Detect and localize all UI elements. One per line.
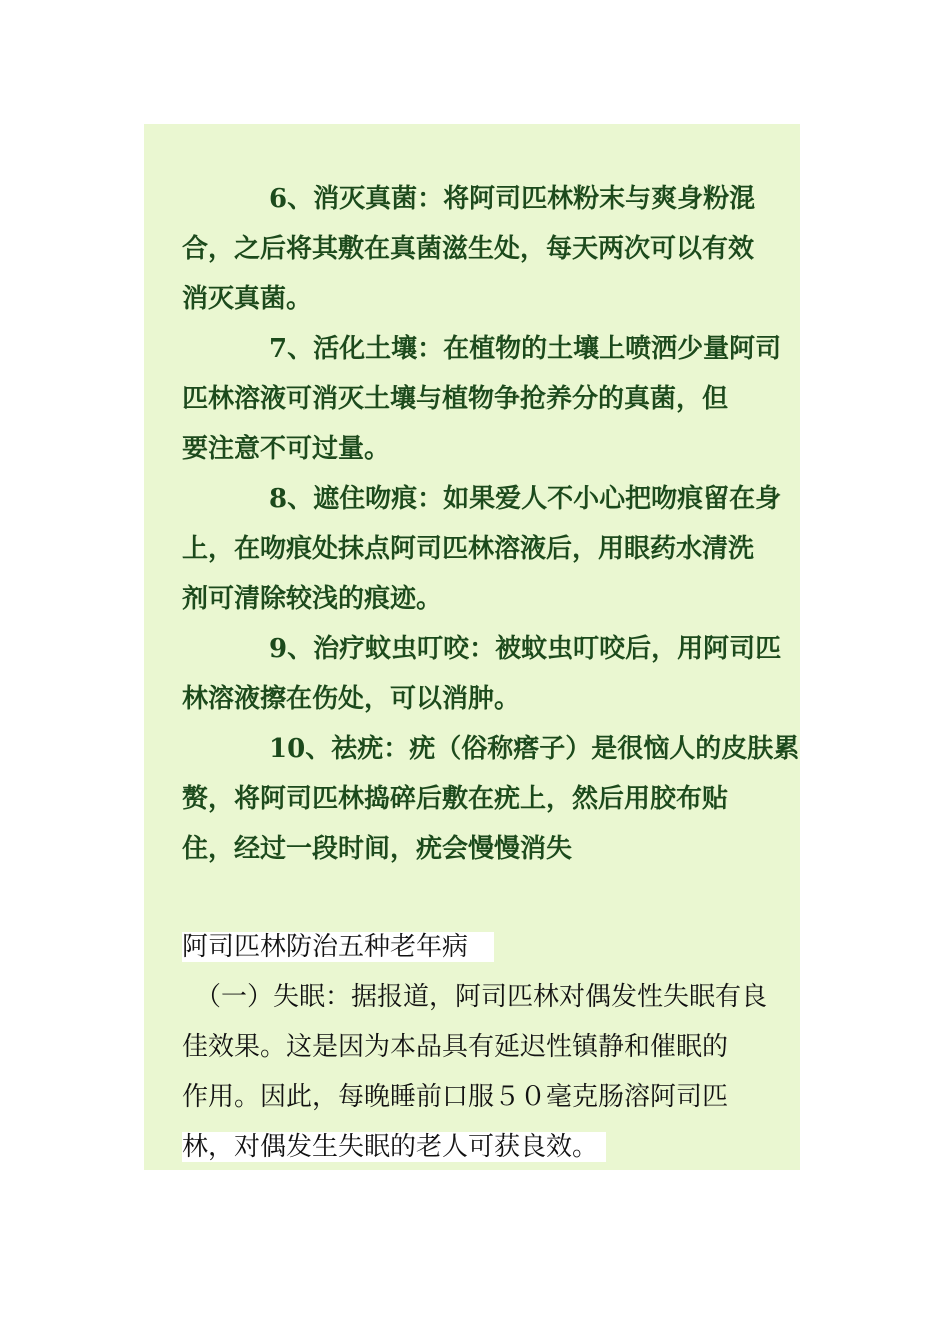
section-body [182,972,802,1172]
item-line: 剂可清除较浅的痕迹。 [182,584,443,614]
item-6 [182,174,802,324]
item-9 [182,624,802,724]
body-line-last [182,1122,802,1172]
item-line: 6、消灭真菌：将阿司匹林粉末与爽身粉混 [182,184,756,214]
section-title-block [182,922,802,972]
item-line: 匹林溶液可消灭土壤与植物争抢养分的真菌，但 [182,384,729,414]
item-line: 赘，将阿司匹林捣碎后敷在疣上，然后用胶布贴 [182,784,729,814]
item-line: 8、遮住吻痕：如果爱人不小心把吻痕留在身 [182,484,782,514]
item-8 [182,474,802,624]
item-line: 9、治疗蚊虫叮咬：被蚊虫叮咬后，用阿司匹 [182,634,782,664]
item-7 [182,324,802,474]
item-line: 上，在吻痕处抹点阿司匹林溶液后，用眼药水清洗 [182,534,755,564]
item-line: 林溶液擦在伤处，可以消肿。 [182,684,521,714]
section-title: 阿司匹林防治五种老年病 [182,932,494,962]
body-line: 作用。因此，每晚睡前口服５０毫克肠溶阿司匹 [182,1082,729,1112]
body-line-text: 林，对偶发生失眠的老人可获良效。 [182,1132,606,1162]
item-line: 合，之后将其敷在真菌滋生处，每天两次可以有效 [182,234,755,264]
item-line: 要注意不可过量。 [182,434,391,464]
item-10 [182,724,802,874]
item-line: 10、祛疣：疣（俗称瘩子）是很恼人的皮肤累 [182,734,800,764]
item-line: 消灭真菌。 [182,284,313,314]
body-line: （一）失眠：据报道，阿司匹林对偶发性失眠有良 [182,982,768,1012]
item-line: 7、活化土壤：在植物的土壤上喷洒少量阿司 [182,334,782,364]
item-line: 住，经过一段时间，疣会慢慢消失 [182,834,573,864]
body-line: 佳效果。这是因为本品具有延迟性镇静和催眠的 [182,1032,729,1062]
